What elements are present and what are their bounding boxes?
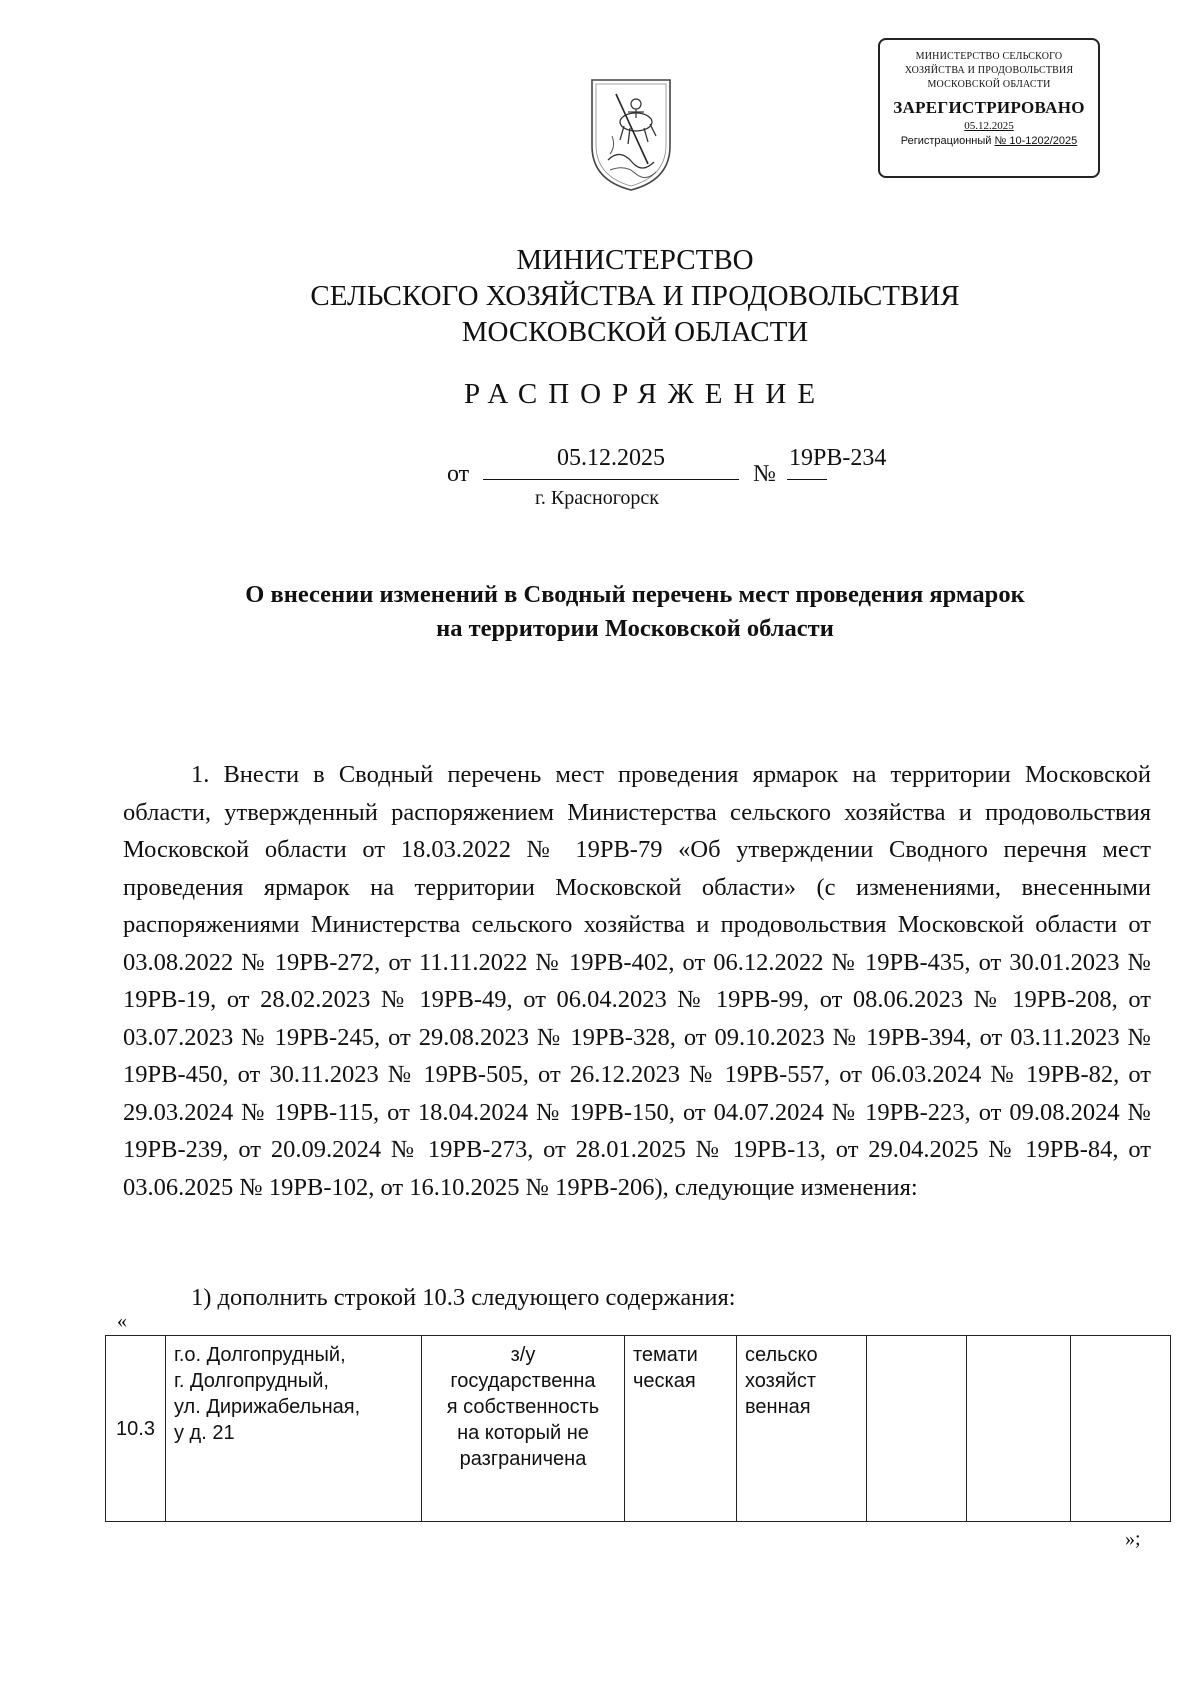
document-type: РАСПОРЯЖЕНИЕ [463,378,827,410]
specialization-line: сельско [745,1344,818,1366]
ministry-line2: СЕЛЬСКОГО ХОЗЯЙСТВА И ПРОДОВОЛЬСТВИЯ [310,280,960,312]
table-row [106,1336,1171,1522]
stamp-org-line2: ХОЗЯЙСТВА И ПРОДОВОЛЬСТВИЯ [904,65,1074,76]
address-line: ул. Дирижабельная, [174,1396,361,1418]
document-title [0,578,1200,646]
empty-cell [1071,1336,1171,1522]
coat-of-arms-icon [586,76,676,194]
specialization-cell [737,1336,867,1522]
row-number: 10.3 [106,1336,166,1522]
registration-stamp [878,38,1100,178]
ministry-line1: МИНИСТЕРСТВО [516,244,754,276]
city: г. Красногорск [534,487,660,509]
fair-type-cell [625,1336,737,1522]
fair-places-table [105,1335,1171,1522]
address-line: г. Долгопрудный, [174,1370,329,1392]
quote-close: »; [1125,1528,1141,1550]
address-line: г.о. Долгопрудный, [174,1344,346,1366]
ministry-name [0,242,1200,350]
date-number-row [447,445,907,485]
date-underline [483,479,739,480]
document-date: 05.12.2025 [557,445,665,471]
stamp-number-prefix: Регистрационный [900,135,992,147]
ownership-line: я собственность [446,1396,600,1418]
stamp-org-line1: МИНИСТЕРСТВО СЕЛЬСКОГО [915,51,1063,62]
paragraph-2: 1) дополнить строкой 10.3 следующего содержания: [191,1284,736,1311]
address-cell [166,1336,422,1522]
ministry-line3: МОСКОВСКОЙ ОБЛАСТИ [461,316,809,348]
paragraph-1: 1. Внести в Сводный перечень мест проведения ярмарок на территории Московской области, утвержденный распоряжением Министерства сельского хозяйства и продовольствия Московской области от 18.03.2022 № 19РВ-79 «Об утверждении Сводного перечня мест проведения ярмарок на территории Московской области» (с изменениями, внесенными распоряжениями Министерства сельского хозяйства и продовольствия Московской области от 03.08.2022 № 19РВ-272, от 11.11.2022 № 19РВ-402, от 06.12.2022 № 19РВ-435, от 30.01.2023 № 19РВ-19, от 28.02.2023 № 19РВ-49, от 06.04.2023 № 19РВ-99, от 08.06.2023 № 19РВ-208, от 03.07.2023 № 19РВ-245, от 29.08.2023 № 19РВ-328, от 09.10.2023 № 19РВ-394, от 03.11.2023 № 19РВ-450, от 30.11.2023 № 19РВ-505, от 26.12.2023 № 19РВ-557, от 06.03.2024 № 19РВ-82, от 29.03.2024 № 19РВ-115, от 18.04.2024 № 19РВ-150, от 04.07.2024 № 19РВ-223, от 09.08.2024 № 19РВ-239, от 20.09.2024 № 19РВ-273, от 28.01.2025 № 19РВ-13, от 29.04.2025 № 19РВ-84, от 03.06.2025 № 19РВ-102, от 16.10.2025 № 19РВ-206), следующие изменения: [123,761,1151,1201]
title-line1: О внесении изменений в Сводный перечень мест проведения ярмарок [245,581,1025,608]
stamp-org-line3: МОСКОВСКОЙ ОБЛАСТИ [927,79,1051,90]
title-line2: на территории Московской области [436,615,834,642]
address-line: у д. 21 [174,1422,235,1444]
document-number: 19РВ-234 [789,445,887,471]
specialization-line: хозяйст [745,1370,817,1392]
empty-cell [967,1336,1071,1522]
empty-cell [867,1336,967,1522]
stamp-registered-label: ЗАРЕГИСТРИРОВАНО [893,98,1085,117]
stamp-number-row [880,135,1098,147]
date-prefix: от [447,461,470,487]
ownership-line: на который не [457,1422,589,1444]
stamp-date: 05.12.2025 [964,120,1014,132]
ownership-line: государственна [450,1370,596,1392]
fair-type-line: ческая [633,1370,696,1392]
ownership-cell [422,1336,625,1522]
ownership-line: з/у [510,1344,536,1366]
number-sign: № [753,461,776,487]
stamp-number: № 10-1202/2025 [994,135,1078,147]
specialization-line: венная [745,1396,811,1418]
quote-open: « [117,1310,127,1332]
number-underline [787,479,827,480]
ownership-line: разграничена [459,1448,587,1470]
fair-type-line: темати [633,1344,698,1366]
